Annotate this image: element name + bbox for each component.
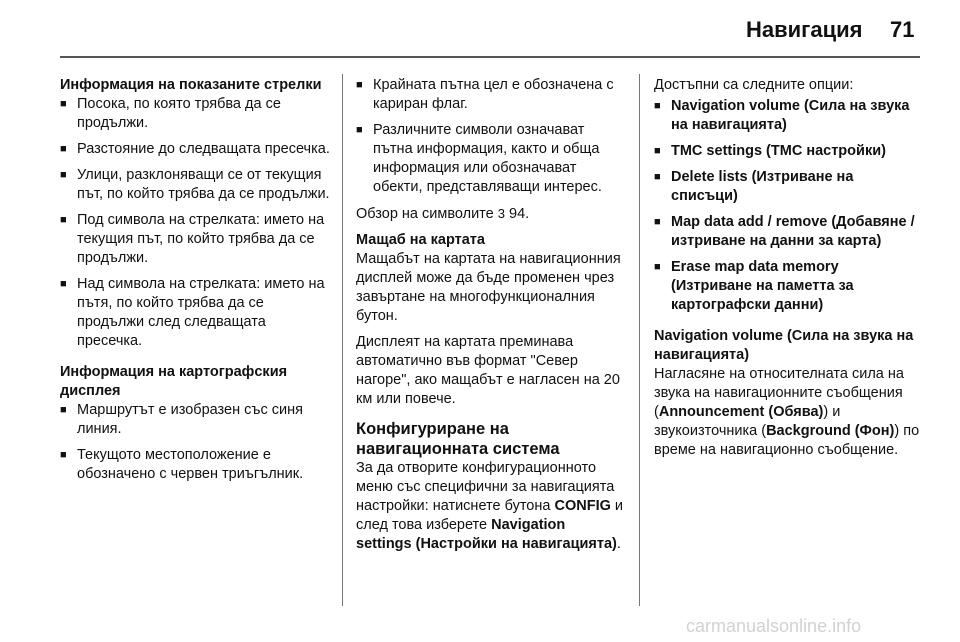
list-item: ■ Посока, по която трябва да се продължи. [60,95,332,133]
option-item: ■ TMC settings (TMC настройки) [654,142,922,161]
header-title: Навигация [746,17,863,42]
list-item: ■ Маршрутът е изобразен със синя линия. [60,401,332,439]
text-segment: и след това изберете [356,498,624,533]
column-1 [60,76,332,491]
paragraph [356,459,624,554]
text-segment: За да отворите конфигурационното меню със специфични за навигацията настройки: натиснете бутона [356,460,615,514]
text-segment: ) по време на навигационно съобщение. [654,423,920,458]
option-item: ■ Erase map data memory (Изтриване на паметта за картографски данни) [654,258,922,315]
config-button-label: CONFIG [554,498,611,514]
background-label: Background (Фон) [766,423,895,439]
list-item: ■ Под символа на стрелката: името на текущия път, по който трябва да се продължи. [60,211,332,268]
option-item: ■ Delete lists (Изтриване на списъци) [654,168,922,206]
column-divider-1 [342,74,343,606]
section-heading-map: Информация на картографския дисплея [60,364,288,399]
paragraph: Мащабът на картата на навигационния дисплей може да бъде променен чрез завъртане на многофункционалния бутон. [356,251,621,324]
column-divider-2 [639,74,640,606]
page-ref-arrow-icon: 3 [497,206,505,221]
page-header [0,0,960,58]
section-heading-nav-volume: Navigation volume (Сила на звука на навигацията) [654,328,914,363]
column-2 [356,76,624,561]
paragraph [654,365,922,460]
watermark: carmanualsonline.info [686,616,862,636]
announcement-label: Announcement (Обява) [658,404,824,420]
overview-page[interactable]: 94. [509,206,530,222]
text-segment: ) и звукоизточника ( [654,404,841,439]
section-heading-config: Конфигуриране на навигационната система [356,420,560,458]
page-number: 71 [890,17,915,42]
section-heading-arrows: Информация на показаните стрелки [60,77,322,93]
header-rule [60,56,920,58]
list-item: ■ Разстояние до следващата пресечка. [60,140,332,159]
option-item: ■ Navigation volume (Сила на звука на навигацията) [654,97,922,135]
options-intro: Достъпни са следните опции: [654,77,854,93]
column-3 [654,76,922,467]
option-item: ■ Map data add / remove (Добавяне / изтриване на данни за карта) [654,213,922,251]
symbol-overview-reference [356,204,624,224]
list-item: ■ Улици, разклоняващи се от текущия път, по който трябва да се продължи. [60,166,332,204]
list-item: ■ Над символа на стрелката: името на пътя, по който трябва да се продължи след следващата пресечка. [60,275,332,351]
list-item: ■ Крайната пътна цел е обозначена с кариран флаг. [356,76,624,114]
overview-text: Обзор на символите [356,206,494,222]
text-segment: Нагласяне на относителната сила на звука на навигационните съобщения ( [654,366,904,420]
menu-item-label: Navigation settings (Настройки на навигацията) [356,517,617,552]
list-item: ■ Различните символи означават пътна информация, както и обща информация или обозначават обекти, представляващи интерес. [356,121,624,197]
paragraph: Дисплеят на картата преминава автоматично във формат "Север нагоре", ако мащабът е нагласен на 20 км или повече. [356,334,620,407]
section-heading-scale: Мащаб на картата [356,232,485,248]
text-segment: . [616,536,621,552]
list-item: ■ Текущото местоположение е обозначено с червен триъгълник. [60,446,332,484]
